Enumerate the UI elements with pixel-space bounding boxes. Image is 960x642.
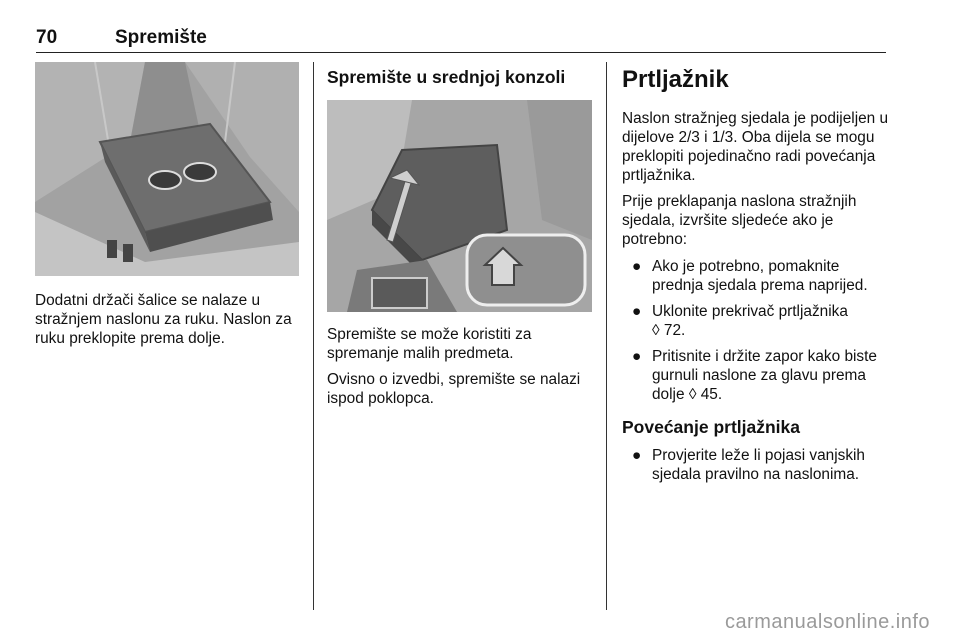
bullet-dot: ●: [632, 258, 642, 275]
list-item: [622, 257, 890, 295]
center-console-illustration: [327, 100, 592, 312]
page-reference-link[interactable]: 45.: [700, 386, 723, 403]
trunk-text-1: Naslon stražnjeg sjedala je podijeljen u dijelove 2/3 i 1/3. Oba dijela se mogu preklopiti pojedinačno radi povećanja prtljažnika.: [622, 110, 889, 184]
trunk-heading: Prtljažnik: [622, 66, 729, 93]
list-item: [622, 446, 890, 484]
page-number: 70: [36, 27, 58, 48]
console-storage-text-1: Spremište se može koristiti za spremanje malih predmeta.: [327, 326, 532, 362]
armrest-cupholder-illustration: [35, 62, 299, 276]
column-divider: [313, 62, 314, 610]
trunk-expand-subheading: Povećanje prtljažnika: [622, 417, 800, 437]
page-header: [36, 24, 886, 53]
watermark: carmanualsonline.info: [724, 611, 930, 633]
console-storage-text-2: Ovisno o izvedbi, spremište se nalazi ispod poklopca.: [327, 371, 581, 407]
page-reference-arrow-icon: ◊: [688, 386, 697, 403]
bullet-dot: ●: [632, 303, 642, 320]
page-reference-arrow-icon: ◊: [652, 322, 660, 339]
page-reference-link[interactable]: 72.: [663, 322, 686, 339]
section-title: Spremište: [115, 27, 207, 48]
bullet-text: Pritisnite i držite zapor kako biste gurnuli naslone za glavu prema dolje: [652, 348, 877, 403]
console-storage-heading: Spremište u srednjoj konzoli: [327, 67, 566, 87]
column-divider: [606, 62, 607, 610]
trunk-text-2: Prije preklapanja naslona stražnjih sjedala, izvršite sljedeće ako je potrebno:: [622, 193, 857, 248]
list-item: [622, 347, 890, 404]
list-item: [622, 302, 890, 340]
bullet-text: Provjerite leže li pojasi vanjskih sjedala pravilno na naslonima.: [652, 447, 865, 483]
bullet-text: Uklonite prekrivač prtljažnika: [652, 303, 848, 320]
bullet-dot: ●: [632, 348, 642, 365]
bullet-text: Ako je potrebno, pomaknite prednja sjedala prema naprijed.: [652, 258, 868, 294]
bullet-dot: ●: [632, 447, 642, 464]
cupholder-text: Dodatni držači šalice se nalaze u stražnjem naslonu za ruku. Naslon za ruku preklopite prema dolje.: [35, 292, 292, 347]
